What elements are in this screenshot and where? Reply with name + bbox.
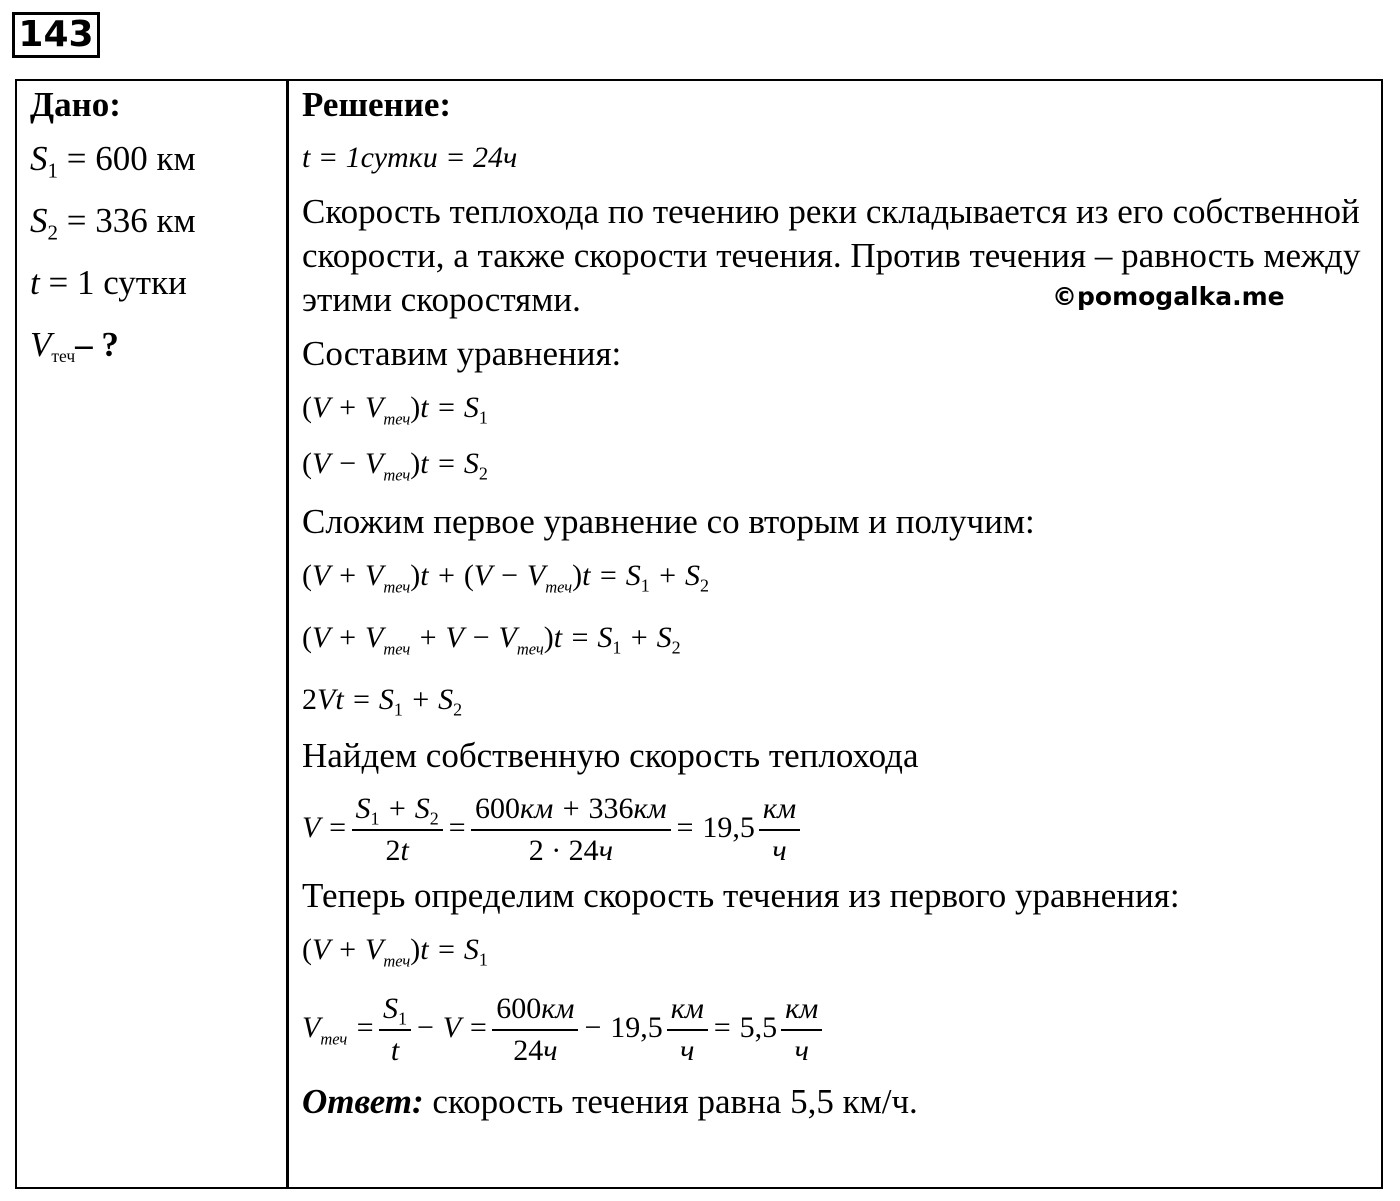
time-conversion: t = 1сутки = 24ч bbox=[302, 141, 518, 174]
equation-current-speed: $V_{теч}$ = $\frac{S_1}{t}$ − V = $\frac{600км}{24ч}$ − 19,5 $\frac{км}{ч}$ = 5,5 $\frac{км}{ч}$ bbox=[302, 978, 1372, 1078]
given-t: t = 1 сутки bbox=[30, 263, 187, 302]
given-s2: $S_2 = 336$ км bbox=[30, 201, 196, 245]
solution-column bbox=[302, 82, 1372, 1124]
watermark: ©pomogalka.me bbox=[1052, 282, 1285, 311]
paragraph-own-speed: Найдем собственную скорость теплохода bbox=[302, 736, 919, 775]
given-column bbox=[30, 82, 280, 376]
equation-own-speed: V = $\frac{S_1 + S_2}{2t}$ = $\frac{600км + 336км}{2 \cdot 24ч}$ = 19,5 $\frac{км}{ч}$ bbox=[302, 778, 1372, 878]
paragraph-explanation: Скорость теплохода по течению реки складывается из его собственной скорости, а также скорости течения. Против течения – равность между этими скоростями. bbox=[302, 192, 1361, 319]
paragraph-add: Сложим первое уравнение со вторым и получим: bbox=[302, 502, 1035, 541]
answer-label: Ответ: bbox=[302, 1082, 424, 1121]
equation-sum-2: $(V + V_{теч} + V - V_{теч})t = S_1 + S_2$ bbox=[302, 621, 681, 659]
paragraph-current-speed: Теперь определим скорость течения из первого уравнения: bbox=[302, 876, 1180, 915]
given-s1: $S_1 = 600$ км bbox=[30, 139, 196, 183]
given-heading: Дано: bbox=[30, 85, 121, 124]
equation-sum-3: $2Vt = S_1 + S_2$ bbox=[302, 683, 463, 720]
column-divider bbox=[286, 79, 289, 1189]
paragraph-equations: Составим уравнения: bbox=[302, 334, 622, 373]
given-unknown: $V_{теч}-$ ? bbox=[30, 325, 119, 367]
answer-text: скорость течения равна 5,5 км/ч. bbox=[423, 1082, 918, 1121]
equation-downstream: $(V + V_{теч})t = S_1$ bbox=[302, 391, 488, 429]
equation-upstream: $(V - V_{теч})t = S_2$ bbox=[302, 447, 488, 485]
problem-number: 143 bbox=[12, 12, 100, 58]
solution-heading: Решение: bbox=[302, 85, 452, 124]
equation-first-again: $(V + V_{теч})t = S_1$ bbox=[302, 933, 488, 971]
answer bbox=[302, 1080, 1372, 1124]
equation-sum-1: $(V + V_{теч})t + (V - V_{теч})t = S_1 + S_2$ bbox=[302, 559, 709, 597]
